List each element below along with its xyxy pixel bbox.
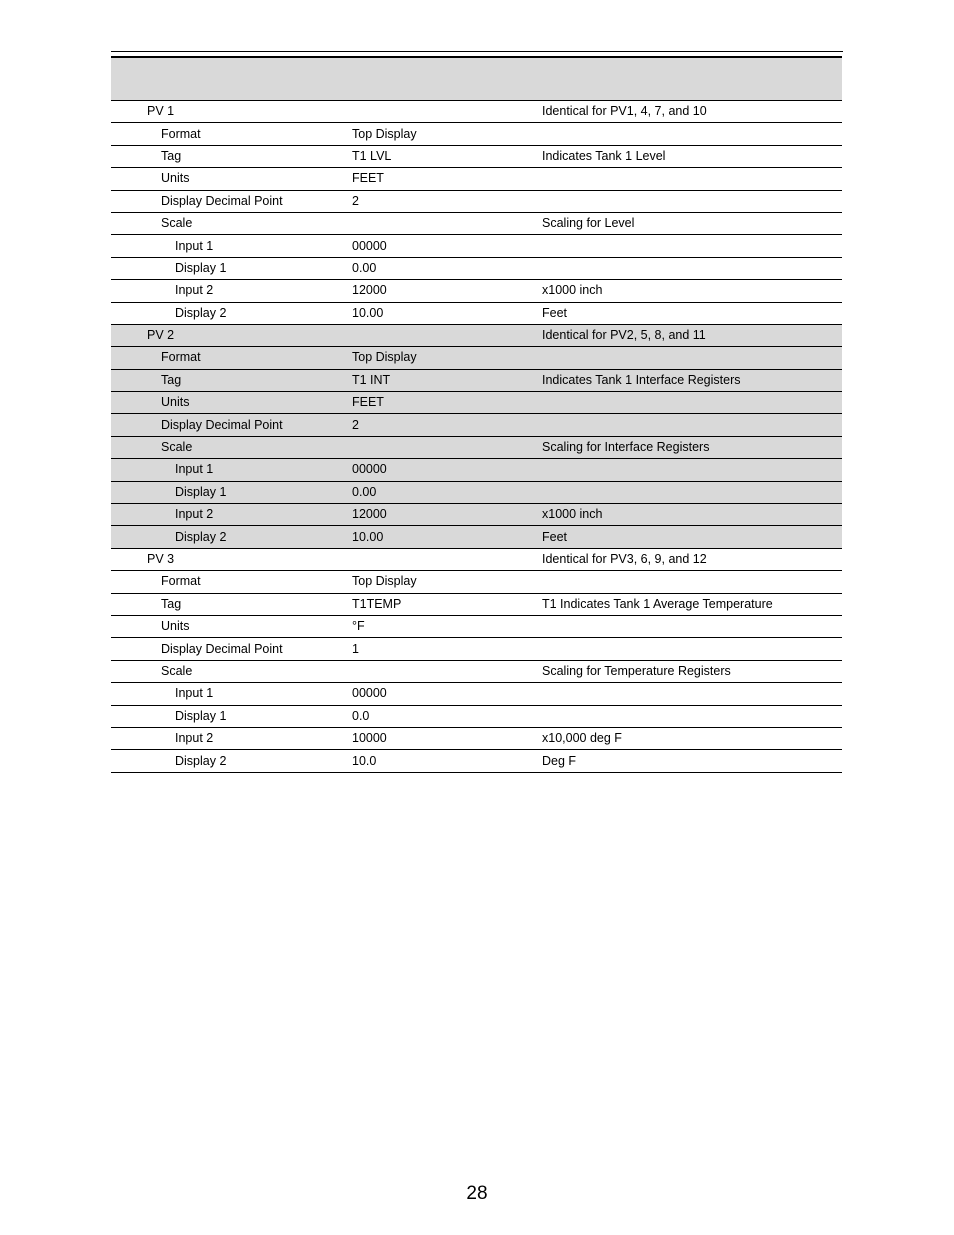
table-row <box>111 324 842 346</box>
parameter-cell: Display Decimal Point <box>111 190 340 212</box>
value-cell: 12000 <box>340 280 530 302</box>
parameter-cell: PV 2 <box>111 324 340 346</box>
table-row <box>111 727 842 749</box>
table-row <box>111 615 842 637</box>
note-cell: Identical for PV2, 5, 8, and 11 <box>530 324 842 346</box>
table-row <box>111 571 842 593</box>
parameter-cell: Display 2 <box>111 750 340 772</box>
note-cell: x1000 inch <box>530 280 842 302</box>
table-row <box>111 593 842 615</box>
parameter-cell: Display Decimal Point <box>111 638 340 660</box>
value-cell: T1 LVL <box>340 145 530 167</box>
parameter-cell: Display 2 <box>111 526 340 548</box>
table-row <box>111 414 842 436</box>
note-cell <box>530 123 842 145</box>
note-cell <box>530 392 842 414</box>
header-cell <box>111 57 340 101</box>
value-cell: FEET <box>340 168 530 190</box>
parameter-cell: Input 1 <box>111 683 340 705</box>
note-cell <box>530 683 842 705</box>
table-row <box>111 504 842 526</box>
table-row <box>111 168 842 190</box>
value-cell <box>340 436 530 458</box>
value-cell: °F <box>340 615 530 637</box>
parameter-cell: Scale <box>111 212 340 234</box>
value-cell: 1 <box>340 638 530 660</box>
note-cell <box>530 168 842 190</box>
note-cell: T1 Indicates Tank 1 Average Temperature <box>530 593 842 615</box>
note-cell: Identical for PV1, 4, 7, and 10 <box>530 101 842 123</box>
note-cell <box>530 571 842 593</box>
parameter-cell: Display 2 <box>111 302 340 324</box>
note-cell <box>530 414 842 436</box>
configuration-table <box>111 56 842 773</box>
value-cell: 0.00 <box>340 481 530 503</box>
parameter-cell: Units <box>111 168 340 190</box>
table-row <box>111 257 842 279</box>
parameter-cell: PV 3 <box>111 548 340 570</box>
value-cell: 0.0 <box>340 705 530 727</box>
value-cell <box>340 324 530 346</box>
parameter-cell: Display 1 <box>111 705 340 727</box>
value-cell: 10000 <box>340 727 530 749</box>
note-cell: Feet <box>530 526 842 548</box>
page-number: 28 <box>466 1183 488 1204</box>
note-cell: Feet <box>530 302 842 324</box>
note-cell <box>530 481 842 503</box>
parameter-cell: PV 1 <box>111 101 340 123</box>
value-cell: T1 INT <box>340 369 530 391</box>
note-cell: Indicates Tank 1 Interface Registers <box>530 369 842 391</box>
note-cell <box>530 235 842 257</box>
note-cell <box>530 190 842 212</box>
table-row <box>111 347 842 369</box>
parameter-cell: Units <box>111 392 340 414</box>
parameter-cell: Scale <box>111 436 340 458</box>
parameter-cell: Input 1 <box>111 235 340 257</box>
table-row <box>111 145 842 167</box>
value-cell: 00000 <box>340 235 530 257</box>
parameter-cell: Display 1 <box>111 257 340 279</box>
value-cell <box>340 101 530 123</box>
value-cell: 10.0 <box>340 750 530 772</box>
table-row <box>111 705 842 727</box>
value-cell: 2 <box>340 414 530 436</box>
table-row <box>111 212 842 234</box>
note-cell: x10,000 deg F <box>530 727 842 749</box>
header-cell <box>340 57 530 101</box>
table-row <box>111 750 842 772</box>
note-cell <box>530 257 842 279</box>
value-cell: Top Display <box>340 347 530 369</box>
table-header-band <box>111 57 842 101</box>
note-cell <box>530 459 842 481</box>
table-row <box>111 548 842 570</box>
table-row <box>111 302 842 324</box>
table-row <box>111 123 842 145</box>
parameter-cell: Display 1 <box>111 481 340 503</box>
table-row <box>111 101 842 123</box>
value-cell: 10.00 <box>340 526 530 548</box>
note-cell: Scaling for Level <box>530 212 842 234</box>
parameter-cell: Scale <box>111 660 340 682</box>
value-cell: 0.00 <box>340 257 530 279</box>
parameter-cell: Units <box>111 615 340 637</box>
table-row <box>111 683 842 705</box>
note-cell: Scaling for Temperature Registers <box>530 660 842 682</box>
table-row <box>111 481 842 503</box>
table-row <box>111 235 842 257</box>
table-row <box>111 436 842 458</box>
top-rule <box>111 51 843 52</box>
parameter-cell: Format <box>111 347 340 369</box>
table-row <box>111 369 842 391</box>
table-row <box>111 392 842 414</box>
parameter-cell: Tag <box>111 369 340 391</box>
table-row <box>111 526 842 548</box>
note-cell: Deg F <box>530 750 842 772</box>
table-row <box>111 459 842 481</box>
table-row <box>111 190 842 212</box>
value-cell: Top Display <box>340 123 530 145</box>
value-cell <box>340 212 530 234</box>
note-cell: Scaling for Interface Registers <box>530 436 842 458</box>
parameter-cell: Input 2 <box>111 727 340 749</box>
note-cell: Indicates Tank 1 Level <box>530 145 842 167</box>
header-cell <box>530 57 842 101</box>
value-cell: T1TEMP <box>340 593 530 615</box>
value-cell: 2 <box>340 190 530 212</box>
value-cell: 00000 <box>340 459 530 481</box>
parameter-cell: Display Decimal Point <box>111 414 340 436</box>
value-cell: 12000 <box>340 504 530 526</box>
note-cell <box>530 615 842 637</box>
table-row <box>111 660 842 682</box>
parameter-cell: Tag <box>111 593 340 615</box>
note-cell <box>530 347 842 369</box>
parameter-cell: Input 2 <box>111 504 340 526</box>
note-cell: Identical for PV3, 6, 9, and 12 <box>530 548 842 570</box>
parameter-cell: Input 1 <box>111 459 340 481</box>
table-body <box>111 101 842 773</box>
parameter-cell: Format <box>111 123 340 145</box>
value-cell: FEET <box>340 392 530 414</box>
value-cell: 10.00 <box>340 302 530 324</box>
parameter-cell: Tag <box>111 145 340 167</box>
value-cell <box>340 660 530 682</box>
table-row <box>111 280 842 302</box>
parameter-cell: Format <box>111 571 340 593</box>
note-cell <box>530 705 842 727</box>
parameter-cell: Input 2 <box>111 280 340 302</box>
value-cell: Top Display <box>340 571 530 593</box>
table-row <box>111 638 842 660</box>
value-cell: 00000 <box>340 683 530 705</box>
note-cell <box>530 638 842 660</box>
note-cell: x1000 inch <box>530 504 842 526</box>
value-cell <box>340 548 530 570</box>
